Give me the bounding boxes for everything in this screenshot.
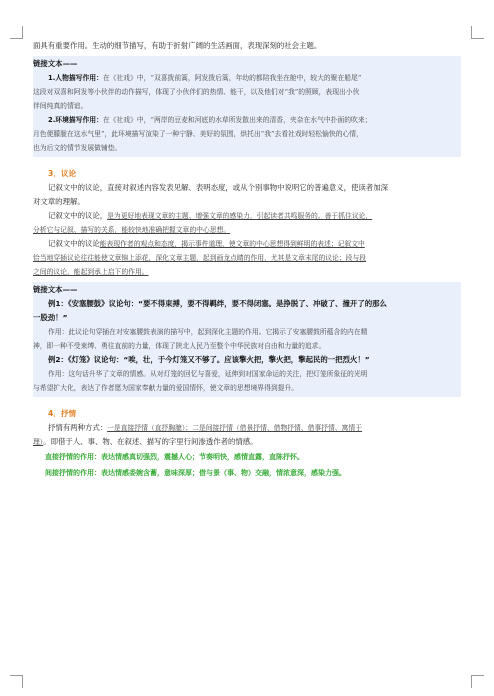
crop-mark-bottom-right (471, 675, 484, 688)
item-text: 在《社戏》中，“双喜拨前篙，阿发拨后篙，年幼的都陪我坐在舱中，较大的聚在船尾” (102, 74, 362, 82)
example-line: 这段对双喜和阿发等小伙伴的动作描写，体现了小伙伴们的热情、能干，以及他们对“我”的照顾，表现出小伙 (33, 88, 360, 96)
section-title-discussion: 3．议论 (48, 169, 77, 178)
example-line: 也为后文的情节发展做铺垫。 (33, 144, 122, 152)
intro-line: 面具有重要作用。生动的细节描写，有助于折射广阔的生活画面，表现深刻的社会主题。 (33, 41, 322, 50)
paragraph-line: 对文章的理解。 (33, 197, 85, 206)
example-quote: 例2：《灯笼》议论句：“唉，壮，于今灯笼又不够了。应该擎火把，擎火把，擎起民的一把烈火！” (48, 355, 370, 364)
example-line: 月色便朦胧在这水气里”，此环境描写渲染了一种宁静、美好的氛围，烘托出“我”去看社戏时轻松愉快的心情， (33, 130, 363, 138)
green-note-indirect: 间接抒情的作用：表达情感委婉含蓄，意味深厚；借与景（事、物）交融，情浓意深，感染力强。 (45, 469, 346, 477)
analysis-line: 与希望扩大化，表达了作者愿为国家奉献力量的爱国情怀，使文章的思想境界得到提升。 (33, 384, 299, 392)
underlined-line: 分析它与记叙、描写的关系，能较快地准确把握文章的中心思想。 (33, 226, 231, 234)
analysis-line: 神，即一种不受束缚、勇往直前的力量，体现了陕北人民乃至整个中华民族对自由和力量的追求。 (33, 342, 326, 350)
example-quote: 例1：《安塞腰鼓》议论句：“要不得束搏，要不得羁绊，要不得闭塞。是挣脱了、冲破了、撞开了的那么 (48, 299, 387, 308)
underlined-text: 理） (33, 438, 44, 446)
underlined-line: 之间的议论，能起到承上启下的作用。 (33, 268, 149, 276)
crop-mark-top-right (471, 26, 484, 39)
paragraph-text: 抒情有两种方式： (48, 423, 108, 432)
crop-mark-bottom-left (10, 675, 23, 688)
example-line: 伴间纯真的情谊。 (33, 102, 88, 110)
example-quote: 一股劲！” (33, 313, 68, 322)
link-text-box-1 (33, 56, 461, 157)
item-label: 2.环境描写作用： (48, 116, 103, 124)
paragraph-text: 记叙文中的议论 (48, 239, 100, 248)
section-title-lyric: 4．抒情 (48, 409, 77, 418)
paragraph-line (33, 209, 461, 223)
paragraph-text: 记叙文中的议论， (48, 211, 108, 220)
example-paragraph (33, 71, 461, 85)
paragraph-line (33, 237, 461, 251)
box-header: 链接文本—— (33, 285, 78, 294)
underlined-text: 能表现作者的观点和态度，揭示事件道理，使文章的中心思想得到鲜明的表述；记叙文中 (99, 240, 365, 248)
underlined-line: 恰当地穿插议论往往能使文章锦上添花，深化文章主题，起到画龙点睛的作用，尤其是文章末尾的议论；段与段 (33, 254, 367, 262)
paragraph-text: 。即借于人、事、物、在叙述、描写的字里行间渗透作者的情感。 (43, 437, 258, 446)
item-text: 在《社戏》中，“两岸的豆麦和河底的水草所发散出来的清香，夹杂在水气中扑面的吹来； (102, 116, 372, 124)
paragraph-line: 记叙文中的议论，直接对叙述内容发表见解、表明态度，或从个别事物中说明它的普遍意义，使读者加深 (48, 183, 388, 192)
example-paragraph (33, 113, 461, 127)
analysis-line: 作用：此议论句穿插在对安塞腰鼓表演的描写中，起到深化主题的作用。它揭示了安塞腰鼓所蕴含的内在精 (48, 328, 368, 336)
page-content (33, 39, 461, 481)
box-header: 链接文本—— (33, 59, 78, 68)
paragraph-line (33, 421, 461, 435)
item-label: 1.人物描写作用： (48, 74, 103, 82)
paragraph-line (33, 435, 461, 449)
crop-mark-top-left (10, 26, 23, 39)
analysis-line: 作用：这句话升华了文章的情感。从对灯笼的回忆与喜爱，延伸到对国家命运的关注，把灯笼所象征的光明 (48, 370, 368, 378)
green-note-direct: 直接抒情的作用：表达情感真切强烈，震撼人心；节奏明快，感情直露，直陈抒怀。 (45, 453, 304, 461)
underlined-text: 一是直接抒情（直抒胸臆）；二是间接抒情（借景抒情、借物抒情、借事抒情、寓情于 (107, 424, 363, 432)
link-text-box-2 (33, 282, 461, 397)
underlined-text: 是为更好地表现文章的主题、增强文章的感染力，引起读者共鸣服务的。善于抓住议论， (107, 212, 373, 220)
